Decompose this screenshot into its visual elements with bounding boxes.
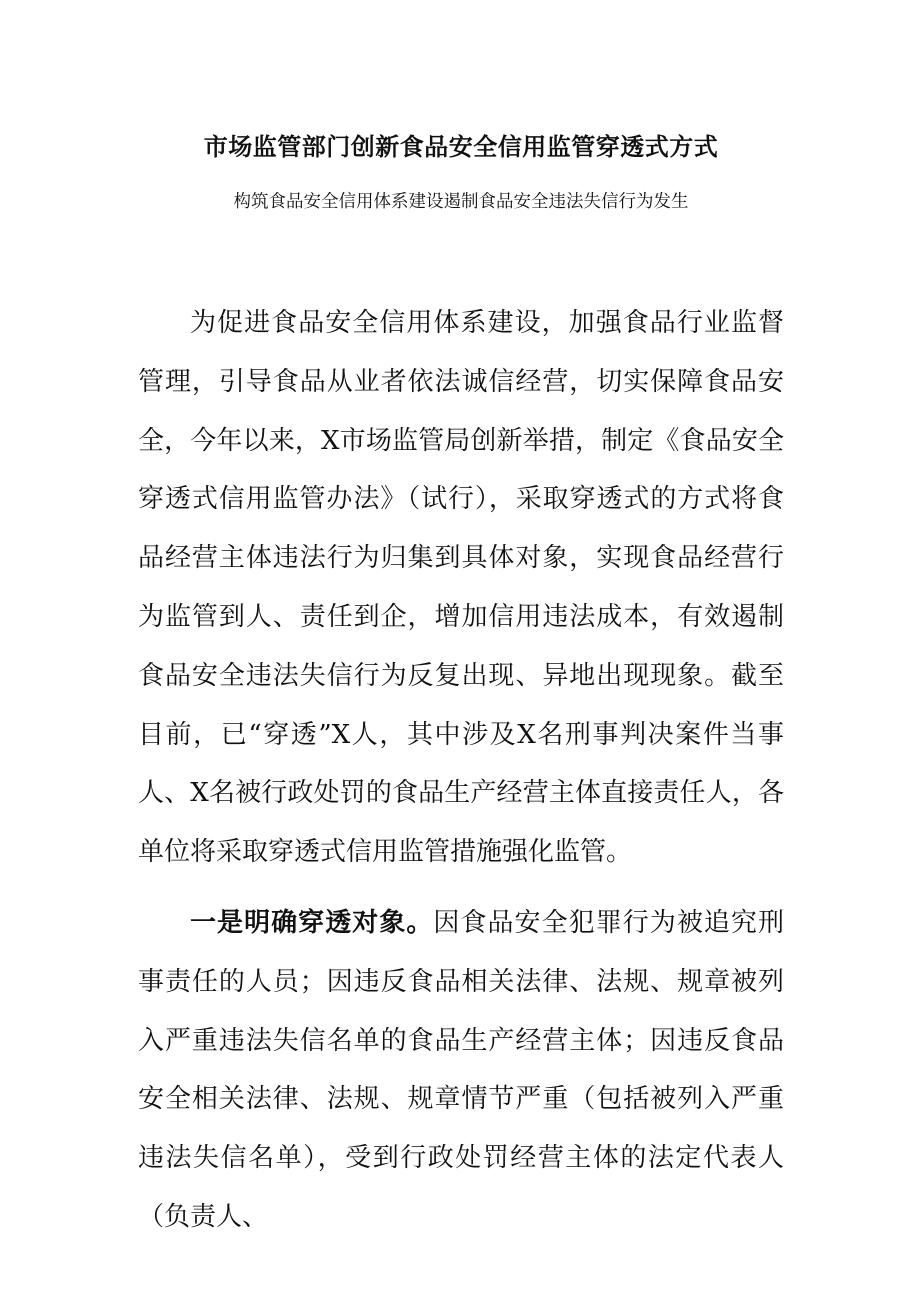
paragraph-point-one bbox=[138, 894, 784, 1247]
paragraph-point-one-body: 因食品安全犯罪行为被追究刑事责任的人员；因违反食品相关法律、法规、规章被列入严重违法失信名单的食品生产经营主体；因违反食品安全相关法律、法规、规章情节严重（包括被列入严重违法失信名单），受到行政处罚经营主体的法定代表人（负责人、 bbox=[138, 907, 784, 1232]
document-title: 市场监管部门创新食品安全信用监管穿透式方式 bbox=[203, 132, 719, 161]
paragraph-intro: 为促进食品安全信用体系建设，加强食品行业监督管理，引导食品从业者依法诚信经营，切实保障食品安全，今年以来，X市场监管局创新举措，制定《食品安全穿透式信用监管办法》（试行），采取穿透式的方式将食品经营主体违法行为归集到具体对象，实现食品经营行为监管到人、责任到企，增加信用违法成本，有效遏制食品安全违法失信行为反复出现、异地出现现象。截至目前，已“穿透”X人，其中涉及X名刑事判决案件当事人、X名被行政处罚的食品生产经营主体直接责任人，各单位将采取穿透式信用监管措施强化监管。 bbox=[138, 308, 784, 868]
document-subtitle: 构筑食品安全信用体系建设遏制食品安全违法失信行为发生 bbox=[233, 192, 689, 212]
paragraph-point-one-lead: 一是明确穿透对象。 bbox=[190, 907, 434, 938]
